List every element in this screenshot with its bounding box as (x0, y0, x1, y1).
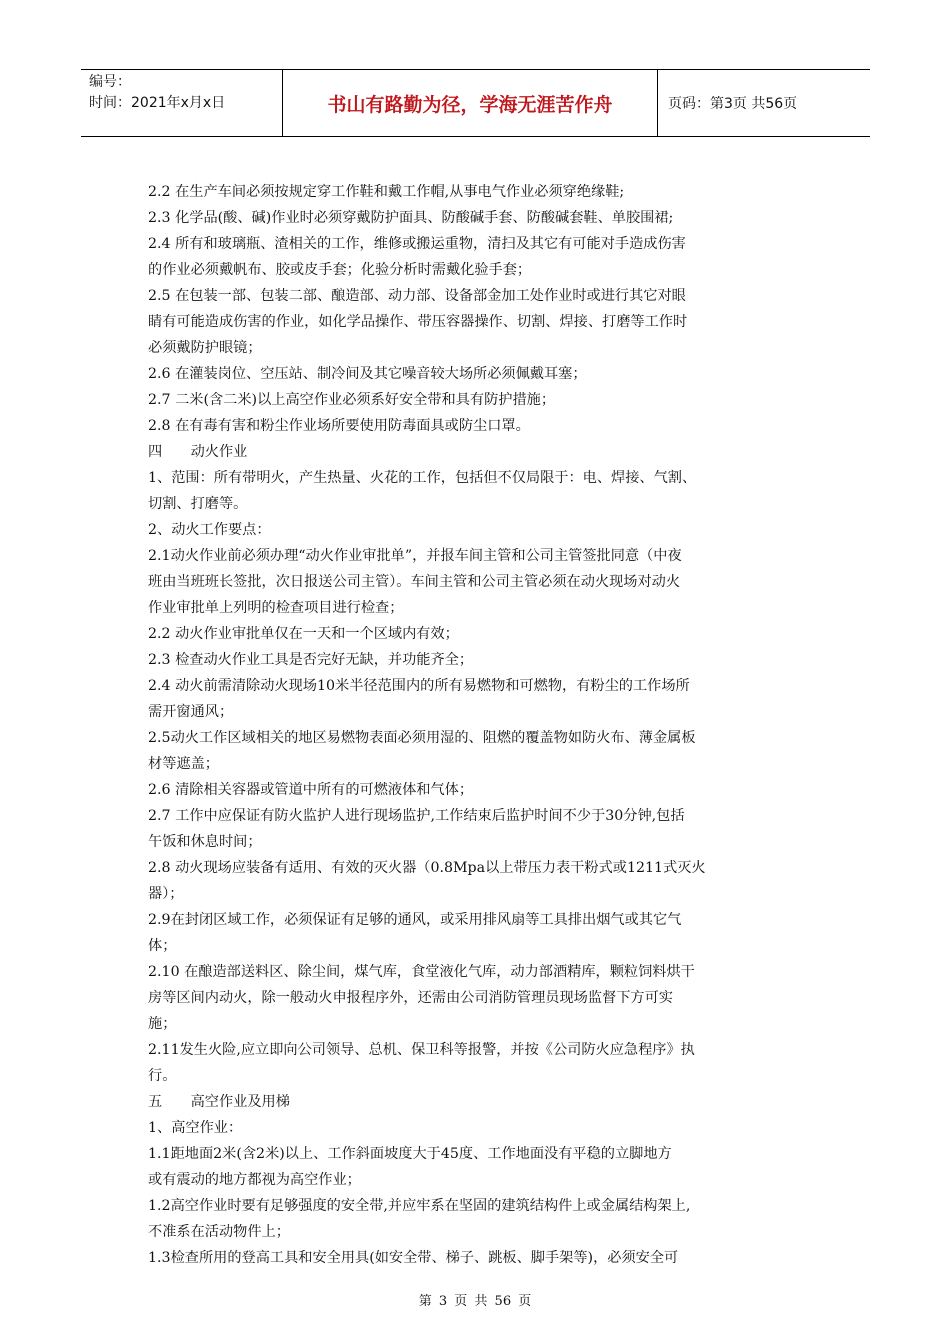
header-meta (81, 70, 283, 136)
body-line: 需开窗通风； (148, 704, 234, 720)
body-line: 2.4 动火前需清除动火现场10米半径范围内的所有易燃物和可燃物，有粉尘的工作场所 (148, 678, 690, 694)
body-line: 2.5 在包装一部、包装二部、酿造部、动力部、设备部金加工处作业时或进行其它对眼 (148, 288, 686, 304)
body-line: 不准系在活动物件上； (148, 1224, 290, 1240)
body-line: 1.2高空作业时要有足够强度的安全带,并应牢系在坚固的建筑结构件上或金属结构架上, (148, 1198, 691, 1214)
document-body (148, 179, 804, 1271)
body-line: 2.3 化学品(酸、碱)作业时必须穿戴防护面具、防酸碱手套、防酸碱套鞋、单胶围裙; (148, 210, 674, 226)
body-line: 必须戴防护眼镜； (148, 340, 262, 356)
body-line: 的作业必须戴帆布、胶或皮手套；化验分析时需戴化验手套； (148, 262, 532, 278)
body-line: 2.2 在生产车间必须按规定穿工作鞋和戴工作帽,从事电气作业必须穿绝缘鞋; (148, 184, 625, 200)
body-line: 五 高空作业及用梯 (148, 1094, 290, 1110)
body-line: 房等区间内动火，除一般动火申报程序外，还需由公司消防管理员现场监督下方可实 (148, 990, 673, 1006)
body-line: 1、高空作业： (148, 1120, 243, 1136)
body-line: 2、动火工作要点： (148, 522, 271, 538)
doc-date: 时间：2021年x月x日 (89, 95, 226, 111)
body-line: 2.7 二米(含二米)以上高空作业必须系好安全带和具有防护措施； (148, 392, 556, 408)
doc-number-label: 编号： (89, 74, 131, 90)
body-line: 体； (148, 938, 177, 954)
body-line: 2.11发生火险,应立即向公司领导、总机、保卫科等报警，并按《公司防火应急程序》执 (148, 1042, 695, 1058)
body-line: 2.6 清除相关容器或管道中所有的可燃液体和气体； (148, 782, 474, 798)
header-page-info: 页码：第3页 共56页 (668, 96, 798, 112)
body-line: 2.5动火工作区域相关的地区易燃物表面必须用湿的、阻燃的覆盖物如防火布、薄金属板 (148, 730, 696, 746)
body-line: 午饭和休息时间； (148, 834, 262, 850)
page-footer: 第 3 页 共 56 页 (418, 1294, 532, 1309)
body-line: 作业审批单上列明的检查项目进行检查； (148, 600, 404, 616)
body-line: 2.3 检查动火作业工具是否完好无缺，并功能齐全； (148, 652, 474, 668)
body-line: 1.3检查所用的登高工具和安全用具(如安全带、梯子、跳板、脚手架等)，必须安全可 (148, 1250, 679, 1266)
body-line: 器）； (148, 886, 184, 902)
body-line: 行。 (148, 1068, 177, 1084)
page-header (81, 69, 870, 137)
body-line: 2.9在封闭区域工作，必须保证有足够的通风，或采用排风扇等工具排出烟气或其它气 (148, 912, 682, 928)
body-line: 材等遮盖； (148, 756, 219, 772)
body-line: 2.6 在灌装岗位、空压站、制冷间及其它噪音较大场所必须佩戴耳塞； (148, 366, 587, 382)
body-line: 2.10 在酿造部送料区、除尘间，煤气库，食堂液化气库，动力部酒精库，颗粒饲料烘干 (148, 964, 695, 980)
body-line: 或有震动的地方都视为高空作业； (148, 1172, 361, 1188)
body-line: 2.8 动火现场应装备有适用、有效的灭火器（0.8Mpa以上带压力表干粉式或1211式灭火 (148, 860, 706, 876)
body-line: 2.8 在有毒有害和粉尘作业场所要使用防毒面具或防尘口罩。 (148, 418, 530, 434)
body-line: 睛有可能造成伤害的作业，如化学品操作、带压容器操作、切割、焊接、打磨等工作时 (148, 314, 688, 330)
body-line: 2.1动火作业前必须办理“动火作业审批单”，并报车间主管和公司主管签批同意（中夜 (148, 548, 682, 564)
body-line: 切割、打磨等。 (148, 496, 248, 512)
body-line: 四 动火作业 (148, 444, 248, 460)
body-line: 1、范围：所有带明火，产生热量、火花的工作，包括但不仅局限于：电、焊接、气割、 (148, 470, 697, 486)
body-line: 2.4 所有和玻璃瓶、渣相关的工作，维修或搬运重物，清扫及其它有可能对手造成伤害 (148, 236, 686, 252)
body-line: 班由当班班长签批，次日报送公司主管）。车间主管和公司主管必须在动火现场对动火 (148, 574, 681, 590)
header-motto: 书山有路勤为径，学海无涯苦作舟 (283, 70, 658, 136)
body-line: 2.2 动火作业审批单仅在一天和一个区域内有效； (148, 626, 459, 642)
body-line: 施； (148, 1016, 177, 1032)
body-line: 2.7 工作中应保证有防火监护人进行现场监护,工作结束后监护时间不少于30分钟,包括 (148, 808, 685, 824)
body-line: 1.1距地面2米(含2米)以上、工作斜面坡度大于45度、工作地面没有平稳的立脚地方 (148, 1146, 672, 1162)
